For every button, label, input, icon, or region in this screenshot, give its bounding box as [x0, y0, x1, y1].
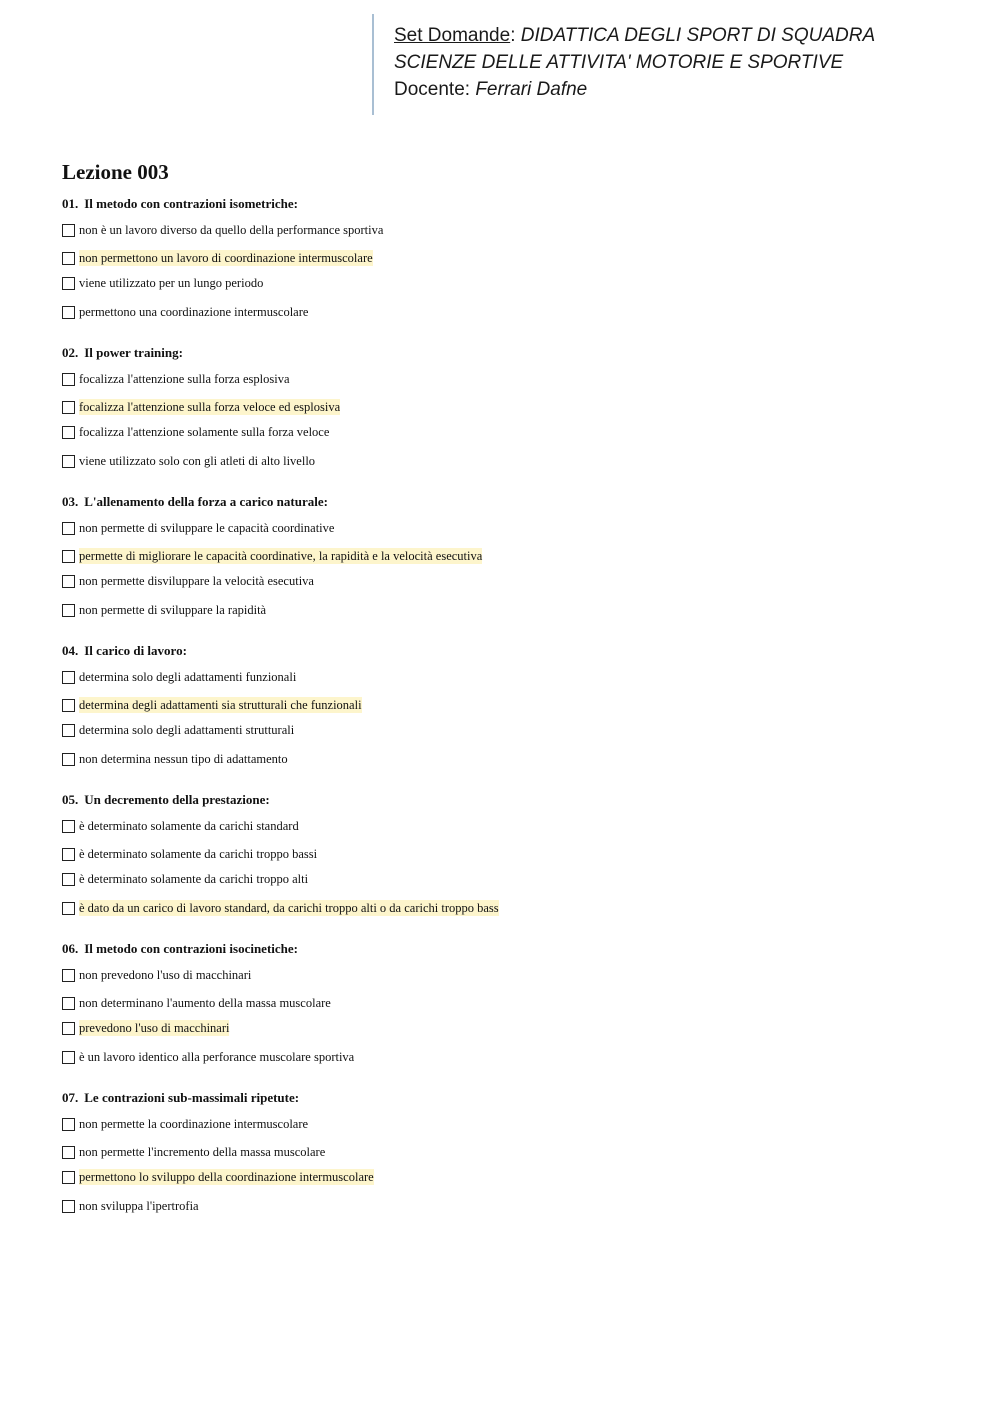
question-text: Il metodo con contrazioni isometriche:: [84, 196, 298, 211]
answer-option[interactable]: [62, 424, 329, 440]
lesson-title: Lezione 003: [62, 160, 169, 184]
answer-checkbox[interactable]: [62, 252, 75, 265]
answer-option[interactable]: [62, 722, 294, 738]
question-text: Le contrazioni sub-massimali ripetute:: [84, 1090, 300, 1105]
answer-text-highlighted: determina degli adattamenti sia strutturali che funzionali: [79, 698, 362, 712]
answer-option[interactable]: [62, 548, 482, 564]
course-line: [394, 22, 952, 49]
question-number: 07.: [62, 1090, 79, 1105]
answer-text: è un lavoro identico alla perforance muscolare sportiva: [79, 1050, 355, 1064]
answer-checkbox[interactable]: [62, 306, 75, 319]
answer-option[interactable]: [62, 602, 266, 618]
answer-text: non permette disviluppare la velocità esecutiva: [79, 574, 314, 588]
answer-text: non permette di sviluppare le capacità coordinative: [79, 521, 335, 535]
answer-checkbox[interactable]: [62, 1200, 75, 1213]
answer-checkbox[interactable]: [62, 401, 75, 414]
answer-option[interactable]: [62, 1144, 325, 1160]
question-title: [62, 643, 187, 659]
answer-option[interactable]: [62, 697, 362, 713]
answer-checkbox[interactable]: [62, 997, 75, 1010]
answer-checkbox[interactable]: [62, 699, 75, 712]
answer-checkbox[interactable]: [62, 224, 75, 237]
answer-checkbox[interactable]: [62, 873, 75, 886]
answer-checkbox[interactable]: [62, 1118, 75, 1131]
question-title: [62, 196, 298, 212]
question-text: Il metodo con contrazioni isocinetiche:: [84, 941, 298, 956]
answer-checkbox[interactable]: [62, 671, 75, 684]
question-number: 05.: [62, 792, 79, 807]
answer-option[interactable]: [62, 967, 251, 983]
question-6: [62, 941, 962, 1090]
question-number: 06.: [62, 941, 79, 956]
question-list: [62, 196, 962, 1239]
course-name: DIDATTICA DEGLI SPORT DI SQUADRA: [520, 25, 876, 46]
answer-option[interactable]: [62, 573, 314, 589]
answer-option[interactable]: [62, 1049, 354, 1065]
answer-checkbox[interactable]: [62, 1051, 75, 1064]
answer-text: focalizza l'attenzione solamente sulla forza veloce: [79, 425, 330, 439]
answer-text-highlighted: prevedono l'uso di macchinari: [79, 1021, 230, 1035]
answer-option[interactable]: [62, 669, 296, 685]
answer-option[interactable]: [62, 818, 299, 834]
answer-option[interactable]: [62, 399, 340, 415]
answer-text: determina solo degli adattamenti strutturali: [79, 723, 295, 737]
question-text: Un decremento della prestazione:: [84, 792, 270, 807]
answer-checkbox[interactable]: [62, 550, 75, 563]
question-3: [62, 494, 962, 643]
question-number: 04.: [62, 643, 79, 658]
answer-option[interactable]: [62, 371, 290, 387]
answer-text: viene utilizzato solo con gli atleti di alto livello: [79, 454, 316, 468]
answer-option[interactable]: [62, 1169, 374, 1185]
teacher-label: Docente:: [394, 79, 476, 100]
answer-text: non permette l'incremento della massa muscolare: [79, 1145, 326, 1159]
answer-option[interactable]: [62, 304, 308, 320]
question-title: [62, 345, 183, 361]
answer-checkbox[interactable]: [62, 604, 75, 617]
answer-text-highlighted: è dato da un carico di lavoro standard, da carichi troppo alti o da carichi troppo bass: [79, 901, 499, 915]
answer-text: è determinato solamente da carichi standard: [79, 819, 299, 833]
question-2: [62, 345, 962, 494]
answer-checkbox[interactable]: [62, 426, 75, 439]
document-header: [372, 14, 952, 115]
answer-checkbox[interactable]: [62, 575, 75, 588]
answer-text: determina solo degli adattamenti funzionali: [79, 670, 297, 684]
answer-option[interactable]: [62, 453, 315, 469]
answer-option[interactable]: [62, 275, 263, 291]
answer-text: non è un lavoro diverso da quello della performance sportiva: [79, 223, 384, 237]
question-5: [62, 792, 962, 941]
answer-option[interactable]: [62, 751, 288, 767]
answer-option[interactable]: [62, 1116, 308, 1132]
answer-option[interactable]: [62, 1198, 199, 1214]
question-title: [62, 1090, 299, 1106]
question-title: [62, 941, 298, 957]
teacher-name: Ferrari Dafne: [475, 79, 588, 100]
answer-option[interactable]: [62, 900, 499, 916]
answer-checkbox[interactable]: [62, 373, 75, 386]
answer-text: non determina nessun tipo di adattamento: [79, 752, 288, 766]
question-1: [62, 196, 962, 345]
question-4: [62, 643, 962, 792]
answer-option[interactable]: [62, 222, 383, 238]
answer-option[interactable]: [62, 520, 334, 536]
answer-option[interactable]: [62, 871, 308, 887]
question-title: [62, 494, 328, 510]
answer-text-highlighted: non permettono un lavoro di coordinazione intermuscolare: [79, 251, 373, 265]
answer-checkbox[interactable]: [62, 969, 75, 982]
question-text: L'allenamento della forza a carico naturale:: [84, 494, 328, 509]
question-text: Il carico di lavoro:: [84, 643, 187, 658]
answer-text: permettono una coordinazione intermuscolare: [79, 305, 309, 319]
question-title: [62, 792, 270, 808]
answer-text: è determinato solamente da carichi troppo alti: [79, 872, 309, 886]
answer-text: non permette la coordinazione intermuscolare: [79, 1117, 309, 1131]
answer-text-highlighted: focalizza l'attenzione sulla forza veloce ed esplosiva: [79, 400, 341, 414]
question-number: 01.: [62, 196, 79, 211]
set-label: Set Domande: [394, 25, 511, 46]
answer-text: viene utilizzato per un lungo periodo: [79, 276, 264, 290]
teacher-line: [394, 76, 952, 103]
answer-text: non prevedono l'uso di macchinari: [79, 968, 252, 982]
answer-checkbox[interactable]: [62, 1171, 75, 1184]
answer-checkbox[interactable]: [62, 902, 75, 915]
answer-text: non permette di sviluppare la rapidità: [79, 603, 267, 617]
answer-checkbox[interactable]: [62, 820, 75, 833]
degree-name: SCIENZE DELLE ATTIVITA' MOTORIE E SPORTIVE: [394, 52, 844, 73]
answer-text: non sviluppa l'ipertrofia: [79, 1199, 199, 1213]
answer-checkbox[interactable]: [62, 522, 75, 535]
answer-checkbox[interactable]: [62, 455, 75, 468]
answer-text: non determinano l'aumento della massa muscolare: [79, 996, 331, 1010]
answer-checkbox[interactable]: [62, 848, 75, 861]
answer-option[interactable]: [62, 1020, 229, 1036]
answer-checkbox[interactable]: [62, 724, 75, 737]
question-7: [62, 1090, 962, 1239]
answer-text: è determinato solamente da carichi troppo bassi: [79, 847, 318, 861]
set-separator: :: [510, 25, 521, 46]
answer-checkbox[interactable]: [62, 277, 75, 290]
answer-text-highlighted: permette di migliorare le capacità coordinative, la rapidità e la velocità esecutiva: [79, 549, 483, 563]
answer-checkbox[interactable]: [62, 753, 75, 766]
answer-text: focalizza l'attenzione sulla forza esplosiva: [79, 372, 290, 386]
answer-checkbox[interactable]: [62, 1146, 75, 1159]
question-number: 03.: [62, 494, 79, 509]
question-number: 02.: [62, 345, 79, 360]
answer-option[interactable]: [62, 250, 373, 266]
answer-option[interactable]: [62, 846, 317, 862]
answer-checkbox[interactable]: [62, 1022, 75, 1035]
question-text: Il power training:: [84, 345, 183, 360]
answer-option[interactable]: [62, 995, 331, 1011]
page-header-tiny: [476, 0, 524, 4]
answer-text-highlighted: permettono lo sviluppo della coordinazione intermuscolare: [79, 1170, 374, 1184]
